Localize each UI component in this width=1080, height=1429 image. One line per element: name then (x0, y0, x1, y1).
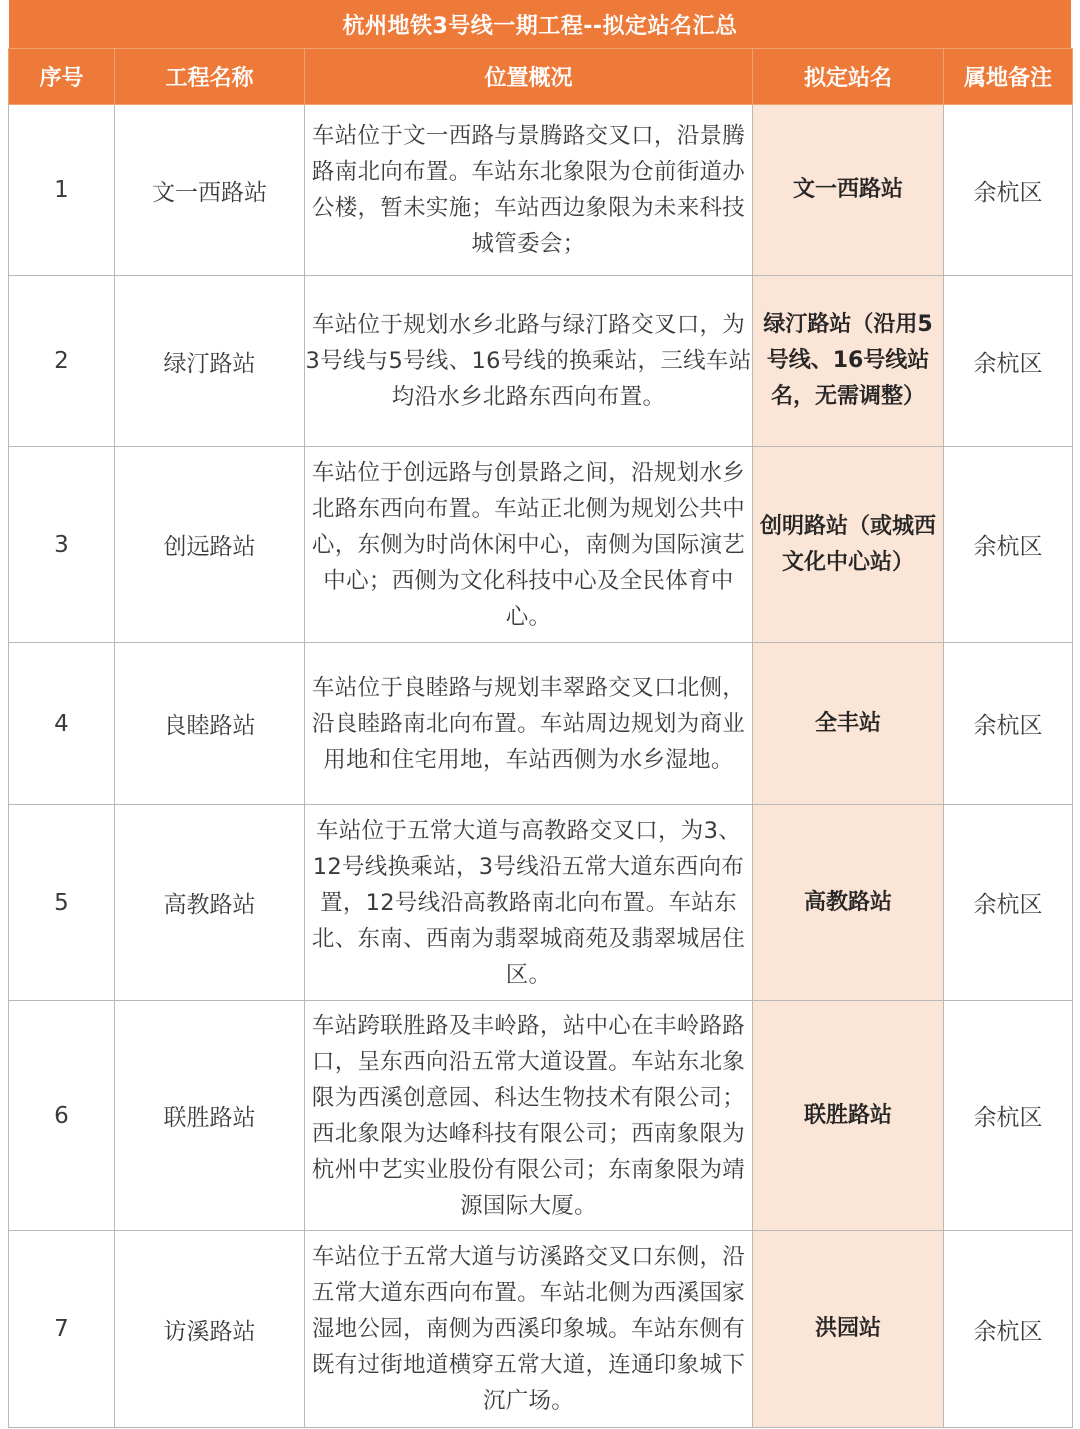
row-district: 余杭区 (944, 805, 1073, 1001)
row-district: 余杭区 (944, 1231, 1073, 1428)
table-row (9, 276, 1073, 447)
row-location: 车站跨联胜路及丰岭路，站中心在丰岭路路口，呈东西向沿五常大道设置。车站东北象限为西溪创意园、科达生物技术有限公司；西北象限为达峰科技有限公司；西南象限为杭州中艺实业股份有限公司；东南象限为靖源国际大厦。 (305, 1001, 753, 1231)
row-proposed-name: 文一西路站 (753, 105, 944, 276)
table-row (9, 805, 1073, 1001)
row-location: 车站位于良睦路与规划丰翠路交叉口北侧，沿良睦路南北向布置。车站周边规划为商业用地和住宅用地，车站西侧为水乡湿地。 (305, 643, 753, 805)
station-name-table (8, 48, 1073, 1428)
header-num: 序号 (9, 49, 115, 105)
row-district: 余杭区 (944, 276, 1073, 447)
row-proposed-name: 联胜路站 (753, 1001, 944, 1231)
row-project: 高教路站 (115, 805, 305, 1001)
row-location: 车站位于规划水乡北路与绿汀路交叉口，为3号线与5号线、16号线的换乘站，三线车站均沿水乡北路东西向布置。 (305, 276, 753, 447)
row-num: 4 (9, 643, 115, 805)
header-district: 属地备注 (944, 49, 1073, 105)
row-proposed-name: 高教路站 (753, 805, 944, 1001)
row-proposed-name: 创明路站（或城西文化中心站） (753, 447, 944, 643)
table-row (9, 1231, 1073, 1428)
row-num: 3 (9, 447, 115, 643)
header-row (9, 49, 1073, 105)
row-project: 访溪路站 (115, 1231, 305, 1428)
row-num: 1 (9, 105, 115, 276)
row-proposed-name: 洪园站 (753, 1231, 944, 1428)
row-proposed-name: 绿汀路站（沿用5号线、16号线站名，无需调整） (753, 276, 944, 447)
row-district: 余杭区 (944, 105, 1073, 276)
table-row (9, 1001, 1073, 1231)
row-location: 车站位于创远路与创景路之间，沿规划水乡北路东西向布置。车站正北侧为规划公共中心，东侧为时尚休闲中心，南侧为国际演艺中心；西侧为文化科技中心及全民体育中心。 (305, 447, 753, 643)
table-row (9, 447, 1073, 643)
row-num: 6 (9, 1001, 115, 1231)
row-project: 创远路站 (115, 447, 305, 643)
row-num: 5 (9, 805, 115, 1001)
table-title: 杭州地铁3号线一期工程--拟定站名汇总 (9, 0, 1071, 48)
table-row (9, 105, 1073, 276)
row-location: 车站位于五常大道与高教路交叉口，为3、12号线换乘站，3号线沿五常大道东西向布置，12号线沿高教路南北向布置。车站东北、东南、西南为翡翠城商苑及翡翠城居住区。 (305, 805, 753, 1001)
row-project: 绿汀路站 (115, 276, 305, 447)
row-project: 文一西路站 (115, 105, 305, 276)
row-num: 2 (9, 276, 115, 447)
row-district: 余杭区 (944, 447, 1073, 643)
row-location: 车站位于文一西路与景腾路交叉口，沿景腾路南北向布置。车站东北象限为仓前街道办公楼，暂未实施；车站西边象限为未来科技城管委会； (305, 105, 753, 276)
header-location: 位置概况 (305, 49, 753, 105)
row-district: 余杭区 (944, 643, 1073, 805)
row-project: 良睦路站 (115, 643, 305, 805)
row-location: 车站位于五常大道与访溪路交叉口东侧，沿五常大道东西向布置。车站北侧为西溪国家湿地公园，南侧为西溪印象城。车站东侧有既有过街地道横穿五常大道，连通印象城下沉广场。 (305, 1231, 753, 1428)
row-proposed-name: 全丰站 (753, 643, 944, 805)
table-row (9, 643, 1073, 805)
row-num: 7 (9, 1231, 115, 1428)
header-proposed: 拟定站名 (753, 49, 944, 105)
row-project: 联胜路站 (115, 1001, 305, 1231)
header-project: 工程名称 (115, 49, 305, 105)
row-district: 余杭区 (944, 1001, 1073, 1231)
